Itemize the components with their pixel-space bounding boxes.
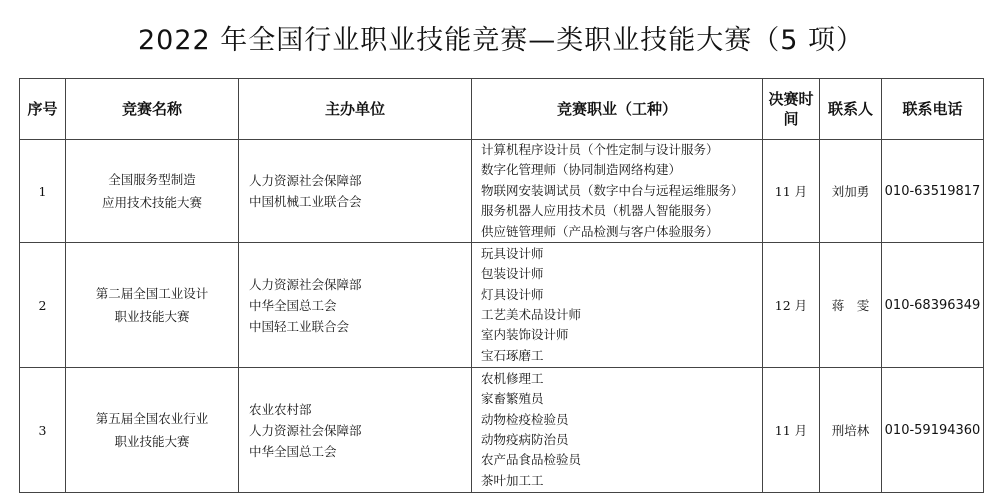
table-row xyxy=(20,140,984,243)
occupation-item: 动物疫病防治员 xyxy=(481,432,569,448)
competition-name-line: 职业技能大赛 xyxy=(114,434,190,450)
header-name: 竞赛名称 xyxy=(66,79,239,140)
occupations-cell xyxy=(472,368,763,493)
occupation-item: 物联网安装调试员（数字中台与远程运维服务） xyxy=(481,182,744,198)
final-time: 11 月 xyxy=(763,368,820,493)
organizer-item: 中华全国总工会 xyxy=(249,443,337,459)
row-index: 2 xyxy=(20,243,66,368)
organizer-item: 农业农村部 xyxy=(249,401,312,417)
contact-person: 刘加勇 xyxy=(820,140,882,243)
contact-phone: 010-59194360 xyxy=(882,368,984,493)
occupations-cell xyxy=(472,243,763,368)
competition-name-line: 全国服务型制造 xyxy=(108,172,196,188)
header-phone: 联系电话 xyxy=(882,79,984,140)
occupation-item: 灯具设计师 xyxy=(481,286,544,302)
organizer-cell xyxy=(239,243,472,368)
header-row xyxy=(20,79,984,140)
occupation-item: 宝石琢磨工 xyxy=(481,347,544,363)
header-final-time: 决赛时间 xyxy=(763,79,820,140)
organizer-item: 人力资源社会保障部 xyxy=(249,422,362,438)
contact-person: 蒋 雯 xyxy=(820,243,882,368)
occupation-item: 茶叶加工工 xyxy=(481,472,544,488)
organizer-item: 中华全国总工会 xyxy=(249,297,337,313)
organizer-cell xyxy=(239,140,472,243)
organizer-item: 人力资源社会保障部 xyxy=(249,173,362,189)
contact-phone: 010-68396349 xyxy=(882,243,984,368)
competition-name xyxy=(66,140,239,243)
table-row xyxy=(20,243,984,368)
competition-name-line: 职业技能大赛 xyxy=(114,309,190,325)
header-contact: 联系人 xyxy=(820,79,882,140)
occupation-item: 供应链管理师（产品检测与客户体验服务） xyxy=(481,223,719,239)
organizer-item: 人力资源社会保障部 xyxy=(249,276,362,292)
final-time: 12 月 xyxy=(763,243,820,368)
header-index: 序号 xyxy=(20,79,66,140)
occupation-item: 动物检疫检验员 xyxy=(481,411,569,427)
occupation-item: 计算机程序设计员（个性定制与设计服务） xyxy=(481,142,719,157)
occupations-cell xyxy=(472,140,763,243)
competition-name xyxy=(66,368,239,493)
contact-phone: 010-63519817 xyxy=(882,140,984,243)
organizer-cell xyxy=(239,368,472,493)
occupation-item: 农机修理工 xyxy=(481,370,544,386)
occupation-item: 农产品食品检验员 xyxy=(481,452,582,468)
row-index: 1 xyxy=(20,140,66,243)
occupation-item: 工艺美术品设计师 xyxy=(481,307,582,323)
competition-name-line: 第五届全国农业行业 xyxy=(95,411,209,427)
page-title: 2022 年全国行业职业技能竞赛—类职业技能大赛（5 项） xyxy=(137,25,865,56)
competition-name-line: 应用技术技能大赛 xyxy=(101,195,202,211)
row-index: 3 xyxy=(20,368,66,493)
competition-table xyxy=(19,78,984,493)
occupation-item: 包装设计师 xyxy=(481,266,544,282)
final-time: 11 月 xyxy=(763,140,820,243)
header-organizer: 主办单位 xyxy=(239,79,472,140)
table-row xyxy=(20,368,984,493)
occupation-item: 家畜繁殖员 xyxy=(481,391,544,407)
competition-name xyxy=(66,243,239,368)
contact-person: 刑培林 xyxy=(820,368,882,493)
occupation-item: 室内装饰设计师 xyxy=(481,327,569,343)
organizer-item: 中国机械工业联合会 xyxy=(249,194,362,210)
competition-name-line: 第二届全国工业设计 xyxy=(95,286,209,302)
occupation-item: 玩具设计师 xyxy=(481,245,544,261)
organizer-item: 中国轻工业联合会 xyxy=(249,318,350,334)
header-occupations: 竞赛职业（工种） xyxy=(472,79,763,140)
occupation-item: 数字化管理师（协同制造网络构建） xyxy=(481,162,682,178)
occupation-item: 服务机器人应用技术员（机器人智能服务） xyxy=(481,203,719,219)
